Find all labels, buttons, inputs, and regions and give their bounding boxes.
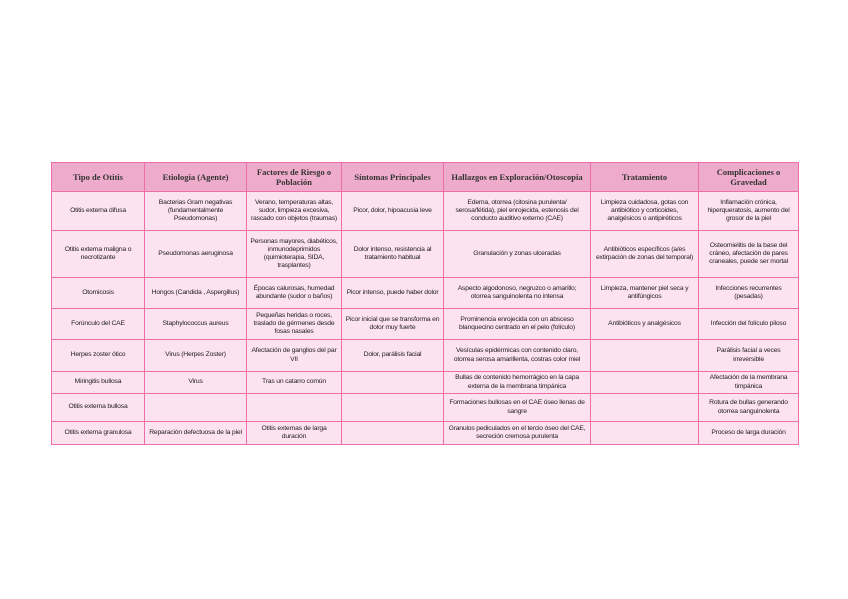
- cell-tipo: Otitis externa difusa: [52, 192, 145, 231]
- cell-etiologia: Virus: [145, 372, 247, 394]
- cell-tratamiento: [591, 340, 699, 372]
- cell-complicaciones: Osteomielitis de la base del cráneo, afectación de pares craneales, puede ser mortal: [699, 231, 799, 278]
- cell-tipo: Herpes zoster ótico: [52, 340, 145, 372]
- table-row: [52, 192, 799, 231]
- cell-tratamiento: Antibióticos y analgésicos: [591, 309, 699, 340]
- cell-tipo: Otitis externa bullosa: [52, 394, 145, 422]
- cell-etiologia: Reparación defectuosa de la piel: [145, 422, 247, 445]
- cell-etiologia: Bacterias Gram negativas (fundamentalmente Pseudomonas): [145, 192, 247, 231]
- header-sintomas: Síntomas Principales: [342, 163, 444, 192]
- cell-factores: Pequeñas heridas o roces, traslado de gérmenes desde fosas nasales: [247, 309, 342, 340]
- table-row: [52, 340, 799, 372]
- cell-tratamiento: [591, 394, 699, 422]
- cell-complicaciones: Proceso de larga duración: [699, 422, 799, 445]
- header-etiologia: Etiología (Agente): [145, 163, 247, 192]
- cell-hallazgos: Granulación y zonas ulceradas: [444, 231, 591, 278]
- cell-sintomas: [342, 422, 444, 445]
- cell-sintomas: Dolor intenso, resistencia al tratamiento habitual: [342, 231, 444, 278]
- cell-sintomas: Picor inicial que se transforma en dolor muy fuerte: [342, 309, 444, 340]
- cell-tipo: Otitis externa granulosa: [52, 422, 145, 445]
- table-header-row: [52, 163, 799, 192]
- cell-tratamiento: [591, 422, 699, 445]
- cell-complicaciones: Afectación de la membrana timpánica: [699, 372, 799, 394]
- cell-sintomas: Picor intenso, puede haber dolor: [342, 278, 444, 309]
- table-row: [52, 309, 799, 340]
- header-tipo: Tipo de Otitis: [52, 163, 145, 192]
- cell-sintomas: [342, 394, 444, 422]
- table-row: [52, 231, 799, 278]
- cell-complicaciones: Parálisis facial a veces irreversible: [699, 340, 799, 372]
- cell-tratamiento: [591, 372, 699, 394]
- cell-etiologia: Virus (Herpes Zoster): [145, 340, 247, 372]
- cell-factores: Personas mayores, diabéticos, inmunodeprimidos (quimioterapia, SIDA, trasplantes): [247, 231, 342, 278]
- header-hallazgos: Hallazgos en Exploración/Otoscopia: [444, 163, 591, 192]
- cell-hallazgos: Formaciones bullosas en el CAE óseo llenas de sangre: [444, 394, 591, 422]
- cell-factores: Épocas calurosas, humedad abundante (sudor o baños): [247, 278, 342, 309]
- cell-hallazgos: Aspecto algodonoso, negruzco o amarillo; otorrea sanguinolenta no intensa: [444, 278, 591, 309]
- cell-etiologia: [145, 394, 247, 422]
- cell-tipo: Forúnculo del CAE: [52, 309, 145, 340]
- cell-tipo: Otomicosis: [52, 278, 145, 309]
- cell-etiologia: Hongos (Candida , Aspergillus): [145, 278, 247, 309]
- cell-hallazgos: Prominencia enrojecida con un absceso blanquecino centrado en el pelo (folículo): [444, 309, 591, 340]
- cell-factores: Tras un catarro común: [247, 372, 342, 394]
- table-row: [52, 372, 799, 394]
- cell-tratamiento: Antibióticos específicos (a/es extirpación de zonas del temporal): [591, 231, 699, 278]
- cell-etiologia: Pseudomonas aeruginosa: [145, 231, 247, 278]
- cell-hallazgos: Vesículas epidérmicas con contenido claro, otorrea serosa amarillenta, costras color miel: [444, 340, 591, 372]
- cell-etiologia: Staphylococcus aureus: [145, 309, 247, 340]
- cell-tratamiento: Limpieza cuidadosa, gotas con antibiótico y corticoides, analgésicos o antipiréticos: [591, 192, 699, 231]
- cell-tipo: Miringitis bullosa: [52, 372, 145, 394]
- table-row: [52, 422, 799, 445]
- cell-sintomas: Dolor, parálisis facial: [342, 340, 444, 372]
- table-row: [52, 394, 799, 422]
- cell-sintomas: Picor, dolor, hipoacusia leve: [342, 192, 444, 231]
- cell-hallazgos: Bullas de contenido hemorrágico en la capa externa de la membrana timpánica: [444, 372, 591, 394]
- cell-complicaciones: Infecciones recurrentes (pesadas): [699, 278, 799, 309]
- header-complicaciones: Complicaciones o Gravedad: [699, 163, 799, 192]
- otitis-comparison-table: [51, 162, 799, 445]
- cell-hallazgos: Edema, otorrea (citosina purulenta/ serosa/fétida), piel enrojecida, estenosis del conducto auditivo externo (CAE): [444, 192, 591, 231]
- cell-factores: Afectación de ganglios del par VII: [247, 340, 342, 372]
- cell-sintomas: [342, 372, 444, 394]
- cell-tipo: Otitis externa maligna o necrotizante: [52, 231, 145, 278]
- header-factores: Factores de Riesgo o Población: [247, 163, 342, 192]
- cell-complicaciones: Rotura de bullas generando otorrea sanguinolenta: [699, 394, 799, 422]
- cell-hallazgos: Granulos pediculados en el tercio óseo del CAE, secreción cremosa purulenta: [444, 422, 591, 445]
- cell-factores: Otitis externas de larga duración: [247, 422, 342, 445]
- cell-complicaciones: Infección del folículo piloso: [699, 309, 799, 340]
- cell-factores: [247, 394, 342, 422]
- table-row: [52, 278, 799, 309]
- cell-complicaciones: Inflamación crónica, hiperqueratosis, aumento del grosor de la piel: [699, 192, 799, 231]
- cell-factores: Verano, temperaturas altas, sudor, limpieza excesiva, rascado con objetos (traumas): [247, 192, 342, 231]
- header-tratamiento: Tratamiento: [591, 163, 699, 192]
- cell-tratamiento: Limpieza, mantener piel seca y antifúngicos: [591, 278, 699, 309]
